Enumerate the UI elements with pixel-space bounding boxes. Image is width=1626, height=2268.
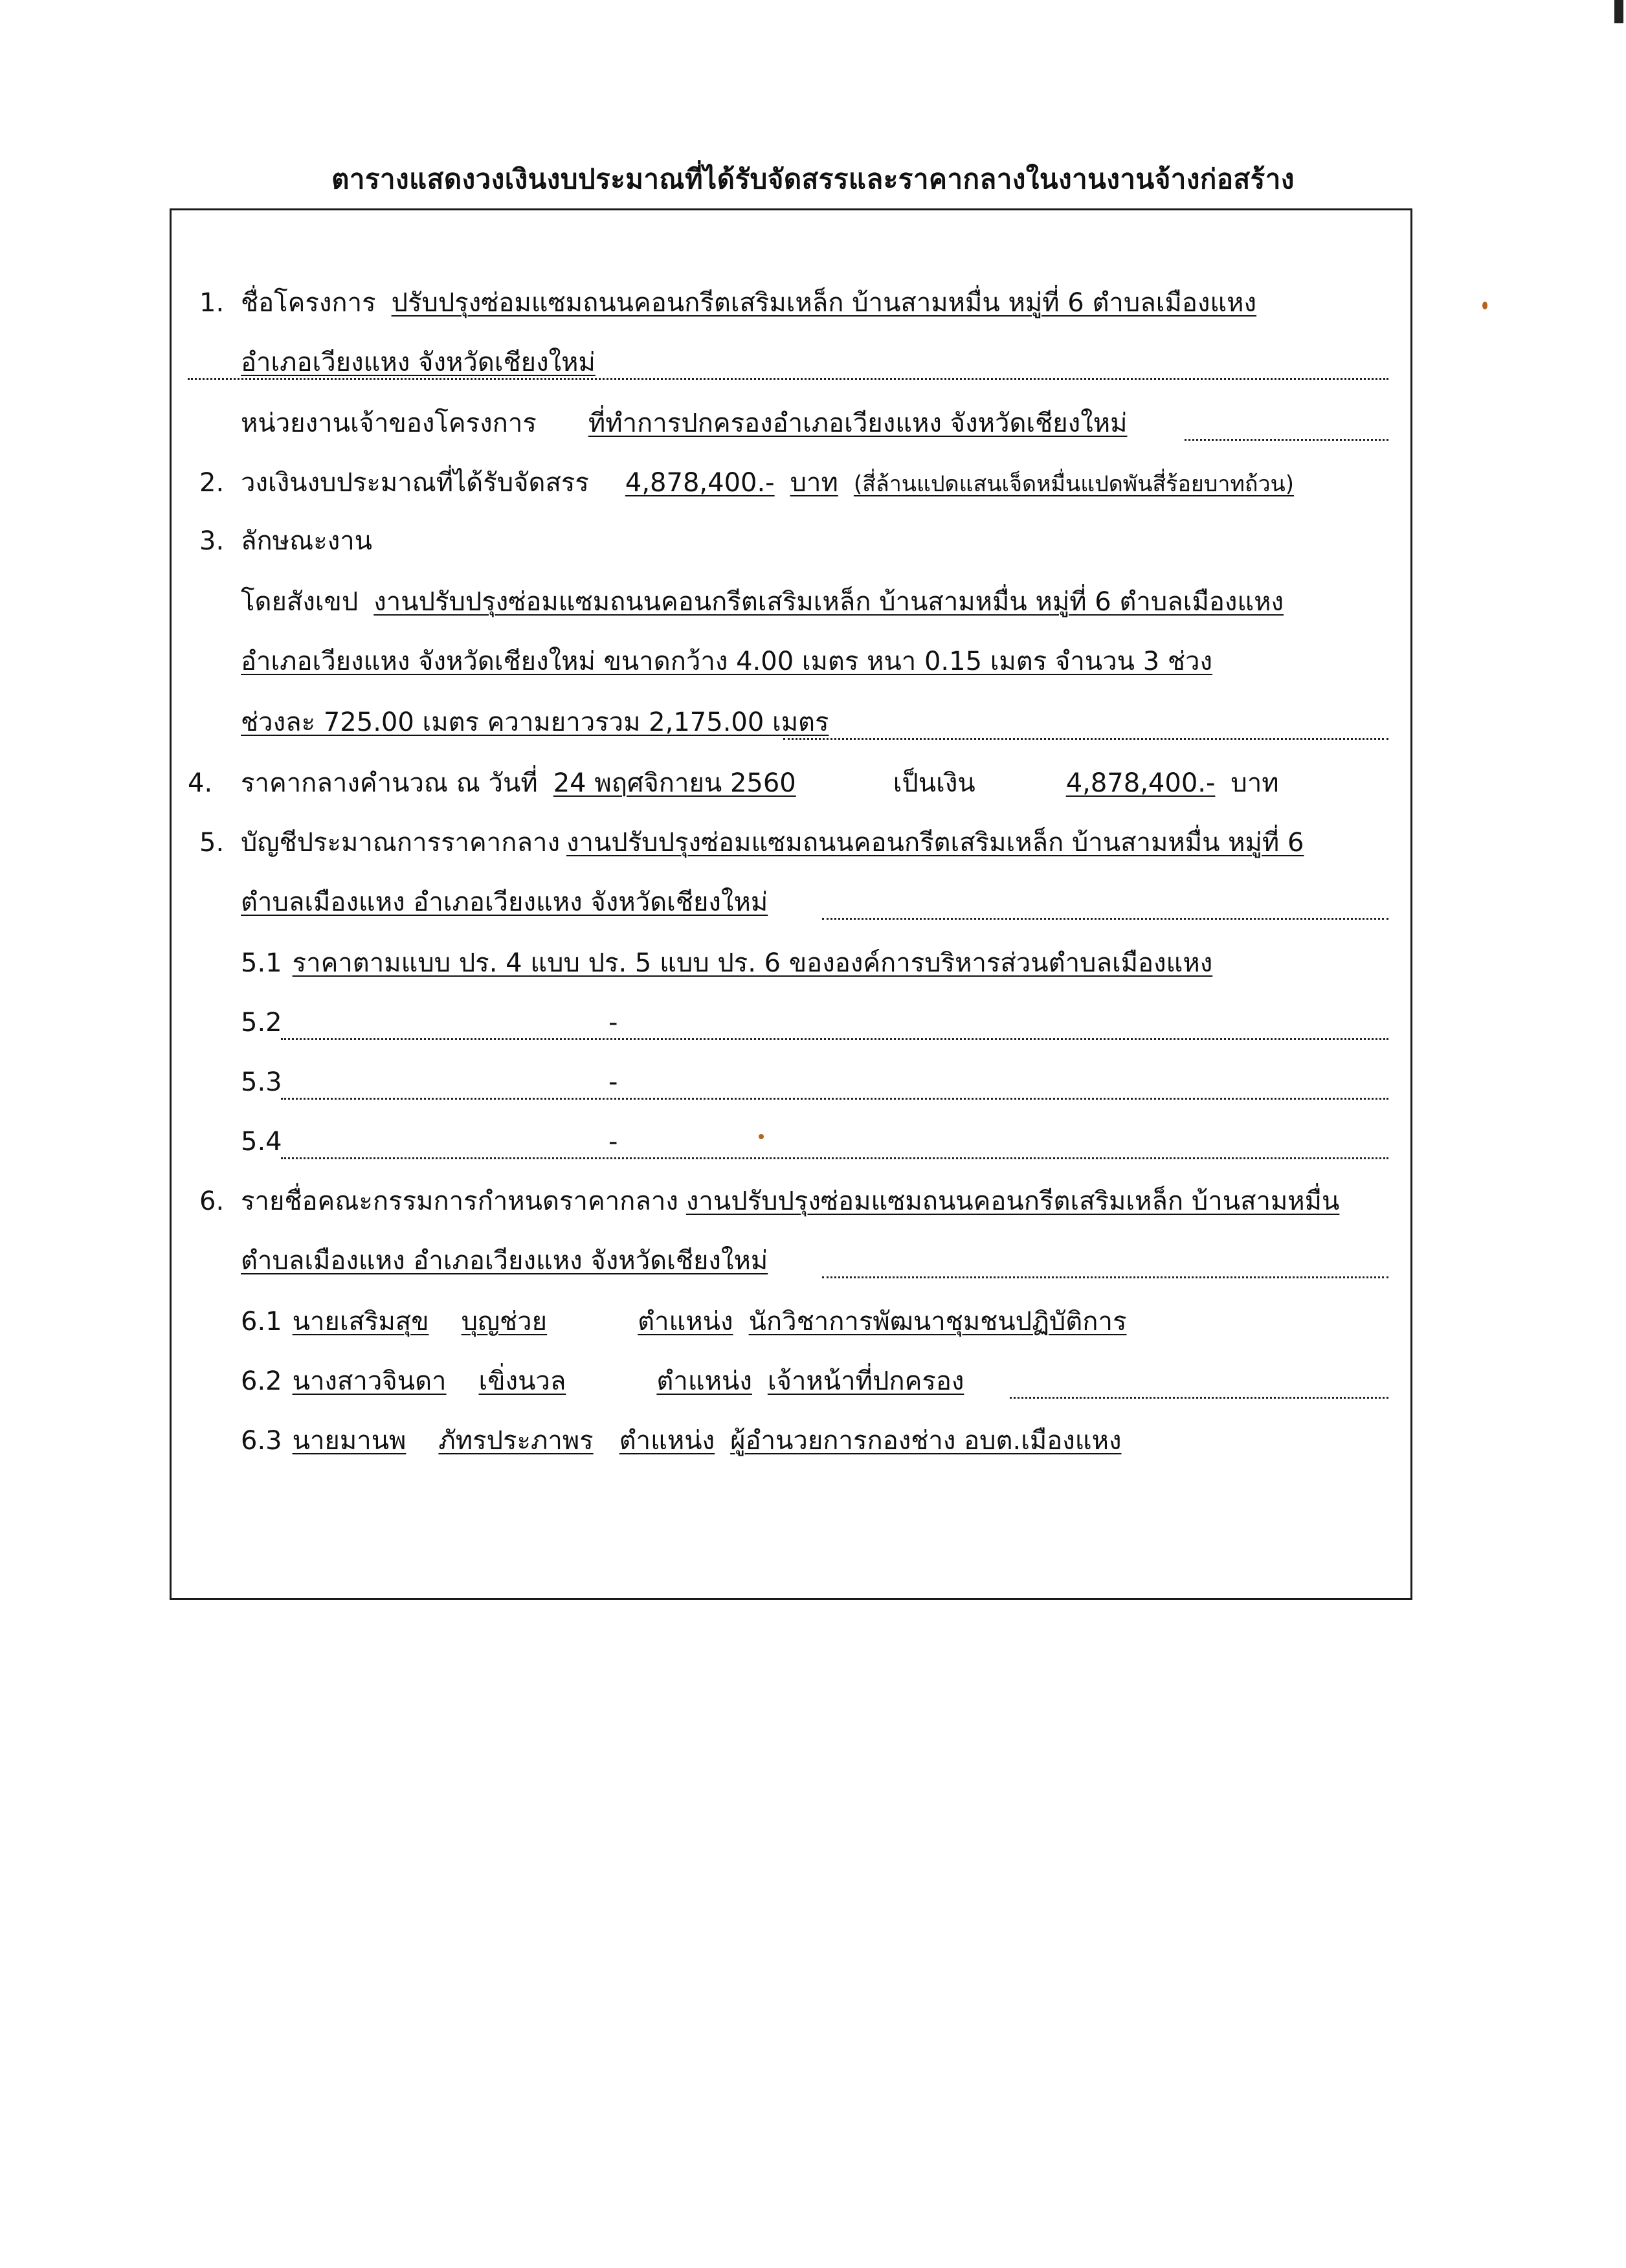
committee-line-1 — [241, 1183, 1339, 1219]
section-5-number: 5. — [199, 828, 225, 858]
work-desc-label: โดยสังเขป — [241, 587, 359, 617]
median-price-amount-label: เป็นเงิน — [893, 768, 975, 798]
estimate-value: งานปรับปรุงซ่อมแซมถนนคอนกรีตเสริมเหล็ก บ้านสามหมื่น หมู่ที่ 6 — [566, 828, 1304, 858]
project-owner-line — [241, 405, 1127, 441]
estimate-item-5-3 — [241, 1064, 282, 1100]
estimate-item-number: 5.2 — [241, 1008, 282, 1038]
estimate-value-cont: ตำบลเมืองแหง อำเภอเวียงแหง จังหวัดเชียงใหม่ — [241, 887, 768, 917]
member-name: นางสาวจินดา — [292, 1366, 447, 1396]
estimate-item-text: - — [608, 1008, 618, 1038]
scan-speck — [1480, 299, 1490, 312]
member-position-label: ตำแหน่ง — [638, 1307, 733, 1337]
leader-dots — [281, 1098, 1388, 1100]
estimate-item-5-2 — [241, 1005, 282, 1041]
budget-unit: บาท — [790, 468, 838, 498]
member-surname: บุญช่วย — [461, 1307, 548, 1337]
project-owner-value: ที่ทำการปกครองอำเภอเวียงแหง จังหวัดเชียงใหม่ — [588, 408, 1128, 438]
project-name-label: ชื่อโครงการ — [241, 288, 376, 318]
estimate-item-5-1 — [241, 945, 1212, 981]
work-desc-line-1 — [241, 584, 1284, 620]
work-desc-2: อำเภอเวียงแหง จังหวัดเชียงใหม่ ขนาดกว้าง 4.00 เมตร หนา 0.15 เมตร จำนวน 3 ช่วง — [241, 647, 1213, 676]
estimate-line-1 — [241, 825, 1304, 861]
member-position-label: ตำแหน่ง — [656, 1366, 752, 1396]
estimate-item-number: 5.1 — [241, 948, 282, 978]
estimate-item-number: 5.4 — [241, 1127, 282, 1157]
member-surname: ภัทรประภาพร — [438, 1426, 594, 1456]
member-position: นักวิชาการพัฒนาชุมชนปฏิบัติการ — [748, 1307, 1127, 1337]
section-1-number: 1. — [199, 288, 225, 318]
committee-member-2 — [241, 1363, 964, 1399]
leader-dots — [822, 1276, 1388, 1278]
project-owner-label: หน่วยงานเจ้าของโครงการ — [241, 408, 537, 438]
member-position: เจ้าหน้าที่ปกครอง — [767, 1366, 964, 1396]
budget-amount: 4,878,400.- — [625, 468, 775, 498]
leader-dots — [281, 1038, 1388, 1040]
work-type-label: ลักษณะงาน — [241, 526, 373, 556]
leader-dots — [822, 918, 1388, 920]
member-name: นายเสริมสุข — [292, 1307, 429, 1337]
leader-dots — [1010, 1397, 1388, 1399]
budget-line — [241, 465, 1294, 502]
member-name: นายมานพ — [292, 1426, 406, 1456]
document-title: ตารางแสดงวงเงินงบประมาณที่ได้รับจัดสรรและราคากลางในงานงานจ้างก่อสร้าง — [331, 163, 1295, 195]
estimate-item-number: 5.3 — [241, 1067, 282, 1097]
scan-edge-mark — [1612, 0, 1626, 26]
committee-member-1 — [241, 1304, 1126, 1340]
work-desc-3: ช่วงละ 725.00 เมตร ความยาวรวม 2,175.00 เมตร — [241, 707, 829, 737]
estimate-item-text: ราคาตามแบบ ปร. 4 แบบ ปร. 5 แบบ ปร. 6 ขององค์การบริหารส่วนตำบลเมืองแหง — [292, 948, 1213, 978]
section-1-line-1 — [241, 285, 1256, 321]
member-number: 6.1 — [241, 1307, 282, 1337]
scan-speck — [757, 1133, 765, 1140]
median-price-date: 24 พฤศจิกายน 2560 — [553, 768, 796, 798]
median-price-date-label: ราคากลางคำนวณ ณ วันที่ — [241, 768, 538, 798]
median-price-unit: บาท — [1231, 768, 1279, 798]
committee-project: งานปรับปรุงซ่อมแซมถนนคอนกรีตเสริมเหล็ก บ้านสามหมื่น — [685, 1186, 1340, 1216]
estimate-label: บัญชีประมาณการราคากลาง — [241, 828, 560, 858]
median-price-line — [241, 765, 1279, 801]
section-3-number: 3. — [199, 526, 225, 556]
member-number: 6.2 — [241, 1366, 282, 1396]
project-name-value-cont: อำเภอเวียงแหง จังหวัดเชียงใหม่ — [241, 348, 596, 377]
section-2-number: 2. — [199, 468, 225, 498]
committee-project-cont: ตำบลเมืองแหง อำเภอเวียงแหง จังหวัดเชียงใหม่ — [241, 1246, 768, 1276]
committee-member-3 — [241, 1423, 1121, 1459]
estimate-line-2 — [241, 884, 768, 920]
project-name-value: ปรับปรุงซ่อมแซมถนนคอนกรีตเสริมเหล็ก บ้านสามหมื่น หมู่ที่ 6 ตำบลเมืองแหง — [391, 288, 1257, 318]
work-desc-line-3 — [241, 704, 829, 740]
member-position-label: ตำแหน่ง — [619, 1426, 715, 1456]
estimate-item-5-4 — [241, 1124, 282, 1160]
member-number: 6.3 — [241, 1426, 282, 1456]
committee-label: รายชื่อคณะกรรมการกำหนดราคากลาง — [241, 1186, 678, 1216]
leader-dots — [281, 1157, 1388, 1159]
work-desc-1: งานปรับปรุงซ่อมแซมถนนคอนกรีตเสริมเหล็ก บ้านสามหมื่น หมู่ที่ 6 ตำบลเมืองแหง — [373, 587, 1284, 617]
estimate-item-text: - — [608, 1127, 618, 1157]
leader-dots — [1185, 439, 1388, 441]
member-surname: เขิ่งนวล — [478, 1366, 566, 1396]
budget-label: วงเงินงบประมาณที่ได้รับจัดสรร — [241, 468, 589, 498]
member-position: ผู้อำนวยการกองช่าง อบต.เมืองแหง — [730, 1426, 1122, 1456]
committee-line-2 — [241, 1243, 768, 1279]
section-1-line-2 — [241, 344, 596, 381]
section-6-number: 6. — [199, 1186, 225, 1216]
estimate-item-text: - — [608, 1067, 618, 1097]
budget-in-words: (สี่ล้านแปดแสนเจ็ดหมื่นแปดพันสี่ร้อยบาทถ้วน) — [853, 471, 1295, 497]
work-desc-line-2 — [241, 643, 1212, 680]
median-price-amount: 4,878,400.- — [1065, 768, 1216, 798]
leader-dots — [783, 738, 1388, 740]
section-4-number: 4. — [188, 768, 213, 798]
leader-dots — [188, 378, 1388, 380]
